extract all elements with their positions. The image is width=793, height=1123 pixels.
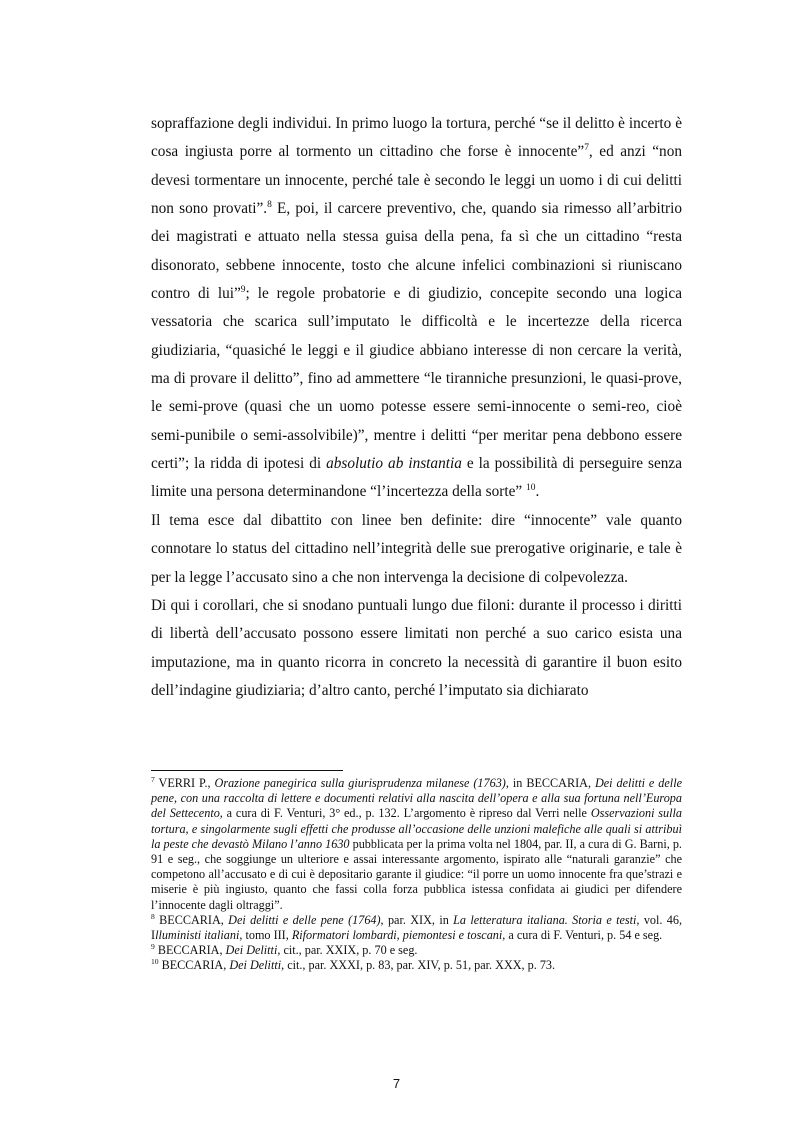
footnote-title: Dei Delitti,: [225, 943, 281, 958]
page-number: 7: [392, 1076, 401, 1091]
body-text: [151, 110, 682, 705]
footnote-number: 9: [151, 942, 155, 952]
footnote-text: BECCARIA,: [154, 912, 229, 927]
paragraph-1-text: e la possibilità di perseguire senza limite una persona determinandone “l’incertezza della sorte”: [151, 455, 683, 501]
footnote-ref-9[interactable]: 9: [240, 284, 246, 295]
footnote-text: pubblicata per la prima volta nel 1804, par. II, a cura di G. Barni, p. 91 e seg., che soggiunge un ulteriore e assai interessante argomento, ispirato alle “naturali garanzie” che competono all’accusato e di cui è depositario garante il giudice: “il porre un uomo innocente fra que’strazi e miserie è più ingiusto, quanto che fassi colla forza pubblica istessa confidata ai giudici per difendere l’innocente dagli oltraggi”.: [151, 836, 682, 912]
footnote-ref-10[interactable]: 10: [526, 483, 536, 494]
paragraph-1-text: E, poi, il carcere preventivo, che, quando sia rimesso all’arbitrio dei magistrati e attuato nella stessa guisa della pena, fa sì che un cittadino “resta disonorato, sebbene innocente, tosto che alcune infelici combinazioni si riuniscano contro di lui”: [151, 200, 682, 303]
footnote-10: [151, 958, 682, 973]
paragraph-1-text: .: [535, 483, 540, 501]
footnote-text: , in BECCARIA,: [505, 776, 595, 790]
footnote-title: Dei Delitti,: [229, 958, 285, 973]
footnote-title: Orazione panegirica sulla giurisprudenza milanese (1763): [214, 776, 506, 790]
footnote-title: La letteratura italiana. Storia e testi: [453, 912, 637, 927]
footnotes: [151, 776, 682, 974]
footnote-divider: [151, 770, 343, 771]
footnote-9: [151, 943, 682, 958]
footnote-text: , a cura di F. Venturi, 3° ed., p. 132. L’argomento è ripreso dal Verri nelle: [219, 806, 591, 821]
paragraph-1-text: ; le regole probatorie e di giudizio, concepite secondo una logica vessatoria che scarica sull’imputato le difficoltà e le incertezze della ricerca giudiziaria, “quasiché le leggi e il giudice abbiano interesse di non cercare la verità, ma di provare il delitto”, fino ad ammettere “le tiranniche presunzioni, le quasi-prove, le semi-prove (quasi che un uomo potesse essere semi-innocente o semi-reo, cioè semi-punibile o semi-assolvibile)”, mentre i delitti “per meritar pena debbono essere certi”; la ridda di ipotesi di: [151, 285, 682, 473]
footnote-text: VERRI P.,: [154, 776, 215, 790]
footnote-text: , tomo III,: [239, 928, 292, 943]
footnote-ref-8[interactable]: 8: [267, 199, 272, 210]
footnote-number: 10: [151, 957, 159, 967]
footnote-number: 8: [151, 911, 155, 921]
footnote-text: BECCARIA,: [154, 943, 226, 958]
footnote-7: [151, 776, 682, 913]
footnote-title: lluministi italiani: [155, 928, 240, 943]
paragraph-1-text: sopraffazione degli individui. In primo luogo la tortura, perché “se il delitto è incerto è cosa ingiusta porre al tormento un cittadino che forse è innocente”: [151, 115, 682, 161]
footnote-text: cit., par. XXIX, p. 70 e seg.: [280, 943, 418, 958]
footnote-number: 7: [151, 774, 155, 784]
footnote-title: Dei delitti e delle pene (1764),: [228, 912, 384, 927]
footnote-8: [151, 913, 682, 943]
paragraph-1: [151, 110, 682, 507]
paragraph-2: Il tema esce dal dibattito con linee ben definite: dire “innocente” vale quanto connotare lo status del cittadino nell’integrità delle sue prerogative originarie, e tale è per la legge l’accusato sino a che non intervenga la decisione di colpevolezza.: [151, 511, 682, 586]
paragraph-3: Di qui i corollari, che si snodano puntuali lungo due filoni: durante il processo i diritti di libertà dell’accusato possono essere limitati non perché a suo carico esista una imputazione, ma in quanto ricorra in concreto la necessità di garantire il buon esito dell’indagine giudiziaria; d’altro canto, perché l’imputato sia dichiarato: [151, 596, 682, 699]
footnote-title: Osservazioni sulla tortura, e singolarmente sugli effetti che produsse all’occasione delle unzioni malefiche alle quali si attribuì la peste che devastò Milano l’anno 1630: [151, 806, 682, 851]
footnote-title: Riformatori lombardi, piemontesi e toscani: [291, 928, 503, 943]
footnote-text: BECCARIA,: [158, 958, 230, 973]
footnote-text: par. XIX, in: [383, 912, 454, 927]
footnote-text: , a cura di F. Venturi, p. 54 e seg.: [502, 928, 663, 943]
footnote-ref-7[interactable]: 7: [584, 143, 589, 154]
footnote-title: Dei delitti e delle pene, con una raccolta di lettere e documenti relativi alla nascita dell’opera e alla sua fortuna nell’Europa del Settecento: [151, 776, 682, 821]
footnote-text: cit., par. XXXI, p. 83, par. XIV, p. 51, par. XXX, p. 73.: [284, 958, 556, 973]
latin-term: absolutio ab instantia: [326, 455, 462, 473]
footnote-text: , vol. 46, I: [151, 912, 683, 943]
paragraph-1-text: , ed anzi “non devesi tormentare un innocente, perché tale è secondo le leggi un uomo i di cui delitti non sono provati”.: [151, 143, 682, 218]
